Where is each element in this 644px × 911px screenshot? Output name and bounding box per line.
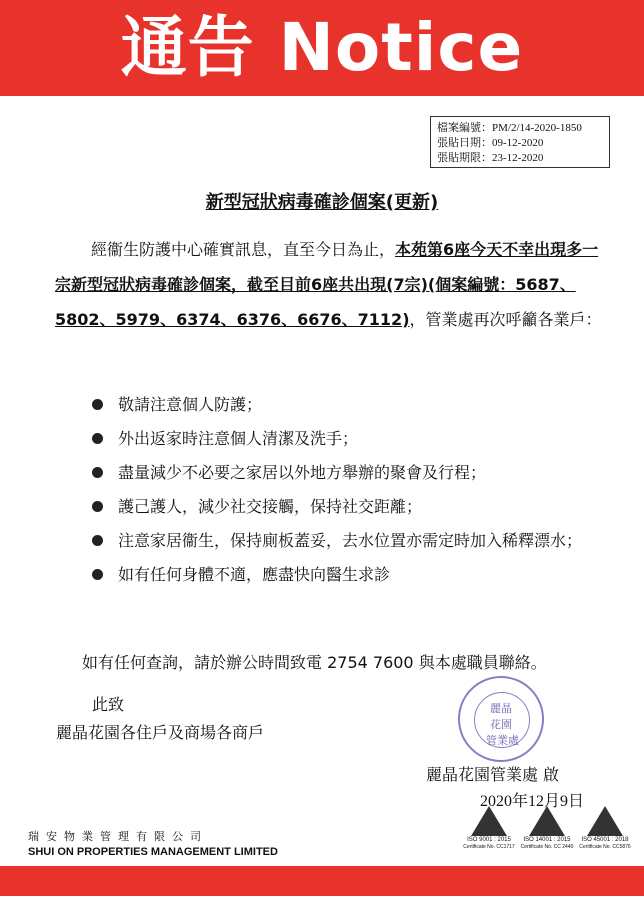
iso-triangle-icon [587, 806, 623, 836]
iso-label: ISO 9001 : 2015 [467, 837, 511, 843]
signature: 麗晶花園管業處 啟 [426, 765, 560, 784]
bullet-icon [92, 433, 103, 444]
company-name-en: SHUI ON PROPERTIES MANAGEMENT LIMITED [28, 846, 278, 858]
list-item [90, 456, 610, 490]
list-item [90, 558, 610, 592]
bullet-icon [92, 501, 103, 512]
list-item [90, 524, 610, 558]
list-item-text: 如有任何身體不適，應盡快向醫生求診 [118, 565, 391, 584]
banner-title: 通告 Notice [120, 9, 524, 86]
list-item [90, 388, 610, 422]
document-title-text: 新型冠狀病毒確診個案(更新) [205, 192, 439, 213]
body-paragraph [55, 232, 610, 337]
iso-cert-no: Certificate No. CC5876 [579, 844, 631, 850]
notice-banner [0, 0, 644, 96]
post-until: 張貼期限：23-12-2020 [437, 152, 544, 164]
iso-label: ISO 45001 : 2018 [581, 837, 629, 843]
management-seal-icon [458, 676, 544, 762]
document-title [0, 188, 644, 214]
bullet-icon [92, 467, 103, 478]
list-item-text: 敬請注意個人防護； [118, 395, 263, 414]
file-number: 檔案編號：PM/2/14-2020-1850 [437, 122, 582, 134]
footer-bar [0, 866, 644, 896]
post-date: 張貼日期：09-12-2020 [437, 137, 544, 149]
closing-recipients: 麗晶花園各住戶及商場各商戶 [56, 723, 265, 742]
bullet-icon [92, 535, 103, 546]
body-intro: 經衞生防護中心確實訊息，直至今日為止， [91, 240, 396, 259]
iso-badge [462, 806, 516, 864]
list-item-text: 護己護人，減少社交接觸，保持社交距離； [118, 497, 423, 516]
list-item-text: 外出返家時注意個人清潔及洗手； [118, 429, 359, 448]
iso-cert-no: Certificate No. CC1717 [463, 844, 515, 850]
iso-certifications [462, 806, 632, 864]
bullet-icon [92, 399, 103, 410]
body-highlight: 本苑第6座今天不幸出現多一宗新型冠狀病毒確診個案，截至目前6座共出現(7宗)(個案編號：5687、5802、5979、6374、6376、6676、7112) [55, 240, 599, 329]
enquiry-text: 如有任何查詢，請於辦公時間致電 2754 7600 與本處職員聯絡。 [82, 653, 547, 672]
reference-box [430, 116, 610, 168]
closing-salutation: 此致 [92, 695, 125, 714]
list-item-text: 盡量減少不必要之家居以外地方舉辦的聚會及行程； [118, 463, 487, 482]
notice-body [55, 232, 610, 337]
iso-cert-no: Certificate No. CC 2440 [520, 844, 574, 850]
seal-text: 麗晶 [490, 702, 512, 715]
body-outro: ，管業處再次呼籲各業戶： [409, 310, 602, 329]
company-name-zh: 瑞安物業管理有限公司 [28, 830, 208, 843]
seal-text: 花園 [490, 718, 512, 731]
bullet-icon [92, 569, 103, 580]
iso-label: ISO 14001 : 2015 [523, 837, 571, 843]
iso-badge [520, 806, 574, 864]
list-item-text: 注意家居衞生，保持廁板蓋妥，去水位置亦需定時加入稀釋漂水； [118, 531, 583, 550]
iso-badge [578, 806, 632, 864]
list-item [90, 490, 610, 524]
advice-list [90, 388, 610, 592]
seal-text: 管業處 [486, 734, 519, 747]
iso-triangle-icon [529, 806, 565, 836]
notice-date: 2020年12月9日 [480, 793, 585, 810]
list-item [90, 422, 610, 456]
iso-triangle-icon [471, 806, 507, 836]
